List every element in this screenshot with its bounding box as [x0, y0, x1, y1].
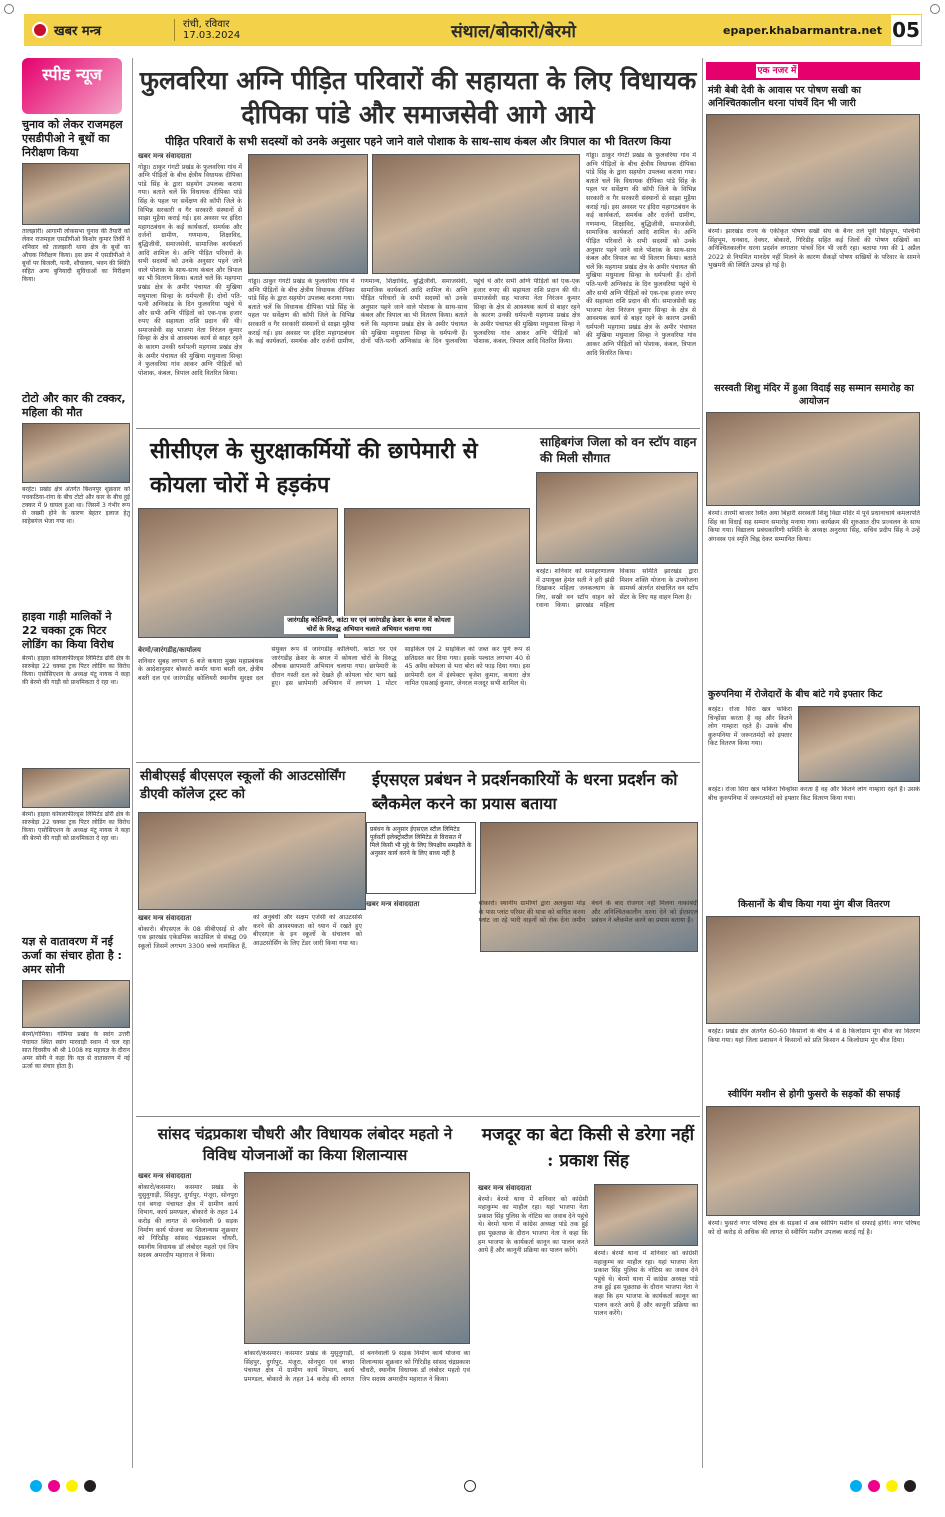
sahibganj-article — [536, 568, 698, 758]
isl-article-text: बोकारो। स्थानीय ग्रामीणों द्वारा अलकुसा मोड़ के पास प्लांट परिसर की यात्रा को बाधित करना प्लांट जा रहे भारी वाहनों को रोक देना जमीन बेचने के बाद रोजगार नहीं मिलना नाकाबंदी और अनिश्चितकालीन धरना देने को ईएसएल प्रबंधन ने ब्लैकमेल करने का प्रयास बताया है। — [478, 900, 698, 925]
column-divider — [702, 58, 703, 1468]
isl-article — [366, 900, 698, 1112]
mp-article-text: बोकारो/कसमार। कसमार प्रखंड के मुसुनुगाड़ी, सिंहपुर, दुर्गापुर, मंजूरा, सोनपुरा एवं बगदा पंचायत क्षेत्र में ग्रामीण कार्य विभाग, कार्य प्रमण्डल, बोकारो के तहत 14 करोड़ की लागत से बननेवाली 9 सड़क निर्माण कार्य योजना का शिलान्यास शुक्रवार को गिरिडीह सांसद चंद्रप्रकाश चौधरी, स्थानीय विधायक डॉ लंबोदर महतो एवं जिप सदस्य अमरदीप महाराज ने किया। — [138, 1183, 238, 1260]
dateline — [174, 19, 304, 41]
cyan-swatch — [30, 1480, 42, 1492]
ccl-headline: सीसीएल के सुरक्षाकर्मियों की छापेमारी से कोयला चोरों मे हड़कंप — [150, 438, 478, 498]
registration-mark-icon — [930, 4, 940, 14]
main-article-col-3 — [586, 152, 696, 424]
yellow-swatch — [66, 1480, 78, 1492]
iftar-kit-photo — [798, 706, 920, 782]
left-item-text: तालझारी। आगामी लोकसभा चुनाव की तैयारी को लेकर राजमहल एसडीपीओ किशोर कुमार तिर्की ने शनिवार को तालझारी थाना क्षेत्र के बूथों का औचक निरीक्षण किया। इस क्रम में एसडीपीओ ने बूथों पर बिजली, पानी, शौचालय, भवन की स्थिति सहित अन्य बुनियादी सुविधाओं का निरीक्षण किया। — [22, 228, 130, 283]
main-article-text: गोड्डा। ठाकुर गंगटी प्रखंड के फुलवरिया गांव में अग्नि पीड़ितों के बीच क्षेत्रीय विधायक दीपिका पांडे सिंह के द्वारा सहयोग उपलब्ध कराया गया। बताते चलें कि विधायक दीपिका पांडे सिंह के पहल पर सर्वेक्षण की कॉपी जिले के विभिन्न सरकारी व गैर सरकारी संस्थानों से साझा मुहैया कराई गई। इस अवसर पर इंदिरा महागठबंधन के कई कार्यकर्ता, समर्थक और दर्जनों ग्रामीण, गणमान्य, शिक्षाविद, बुद्धिजीवी, समाजसेवी, सामाजिक कार्यकर्ता आदि शामिल थे। अग्नि पीड़ित परिवारों के सभी सदस्यों को उनके अनुसार पहने जाने वाले पोशाक के साथ-साथ कंबल और त्रिपाल का भी वितरण किया। बताते चलें कि महगामा प्रखंड क्षेत्र के अमीर पंचायत की मुखिया मधुमाला सिन्हा के धर्मपत्नी हैं। दोनों पति-पत्नी अग्निकांड के दिन फुलवरिया पहुंचे थे और सभी अग्नि पीड़ितों को एक-एक हजार रुपए की सहायता राशि प्रदान की थी। समाजसेवी सह भाजपा नेता निरंजन कुमार सिन्हा के क्षेत्र से आवश्यक कार्य से बाहर रहने के कारण उनकी धर्मपत्नी महगामा प्रखंड क्षेत्र के अमीर पंचायत की मुखिया मधुमाला सिन्हा ने फुलवरिया गांव आकर अग्नि पीड़ितों को पोशाक, कंबल, त्रिपाल आदि वितरित किया। — [248, 278, 580, 346]
foundation-stone-photo — [244, 1172, 470, 1344]
cyan-swatch — [850, 1480, 862, 1492]
dharna-photo — [706, 114, 920, 224]
byline: खबर मन्त्र संवाददाता — [138, 152, 192, 160]
news-photo — [22, 980, 130, 1028]
magenta-swatch — [868, 1480, 880, 1492]
shishu-article: बेरमो। तारमी बाजार स्थित अया बिहारी सरस्वती शिशु विद्या मंदिर में पूर्व प्रधानाचार्य कमलापति सिंह का विदाई सह सम्मान समारोह मनाया गया। कार्यक्रम की शुरुआत दीप प्रज्वलन के साथ किया गया। विद्यालय प्रबंधकारिणी समिति के अध्यक्ष अनुराधा सिंह, सचिव प्रदीप सिंह ने उन्हें अंगवस्त्र एवं स्मृति चिह्न देकर सम्मानित किया। — [708, 510, 920, 543]
nazar-headline: मंत्री बेबी देवी के आवास पर पोषण सखी का अनिश्चितकालीन धरना पांचवें दिन भी जारी — [708, 85, 862, 109]
brand-logo-icon — [32, 22, 48, 38]
registration-mark-icon — [464, 1480, 476, 1492]
kurupaniya-article: बरहेट। रोजा सिरा खत्र फकिरा चिन्होंसा करता है वह और कितने लोग गाम्हारा रहते हैं। उसके बीच कुरुपनिया में जरूरतमंदों को इफ्तार किट वितरण किया गया। — [708, 706, 792, 748]
news-photo — [22, 163, 130, 225]
sweeping-headline: स्वीपिंग मशीन से होगी फुसरो के सड़कों की सफाई — [728, 1089, 900, 1100]
nazar-article: बेरमो। झारखंड राज्य के एकीकृत पोषण सखी संघ के बैनर तले पूर्वी सिंहभूम, पश्चिमी सिंहभूम, धनबाद, देवघर, बोकारो, गिरिडीह सहित कई जिलों की पोषण सखियों का अनिश्चितकालीन धरना प्रदर्शन लगातार पांचवें दिन भी जारी रहा। बताया गया की 1 अप्रैल 2022 से नियमित मानदेय नहीं मिलने के कारण सैकड़ों पोषण सखियों के परिवार के सामने भुखमरी की स्थिति उत्पन्न हो गई है। — [708, 228, 920, 270]
left-item-text: बरहेट। प्रखंड क्षेत्र अंतर्गत बिशनपुर शुक्रवार को पचकठिया-रांगा के बीच टोटो और कार के बीच हुई टक्कर में 9 घायल हुआ था। जिसमें 3 गंभीर रूप से जख्मी होने के कारण बेहतर इलाज हेतु साहेबगंज भेजा गया था। — [22, 486, 130, 525]
majdoor-article-text: बेरमो। बेरमो थाना में शनिवार को कांग्रेसी महाकुम्भ का माहौल रहा। यहां भाजपा नेता प्रकाश सिंह पुलिस के नोटिस का जवाब देने पहुंचे थे। बेरमो थाना में कांग्रेस अध्यक्ष पांडे तक हुई इस पूछताछ के दौरान भाजपा नेता ने कहा कि हम भाजपा के कार्यकर्ता कानून का पालन करते आये हैं और कानूनी प्रक्रिया का पालन करेंगे। — [594, 1250, 698, 1318]
issue-date: 17.03.2024 — [183, 30, 241, 41]
brand — [24, 21, 174, 39]
section-title: संथाल/बोकारो/बेरमो — [451, 21, 576, 42]
sahibganj-article-text: बरहेट। शनिवार को समाहरणालय में उपायुक्त हेमंत सती ने हरी झंडी दिखाकर महिला जनकल्याण के लिए, सखी वन स्टॉप वाहन को रवाना किया। झारखंड महिला विकास समिति झारखंड द्वारा मिशन शक्ति योजना के उपयोजना सामर्थ्य अंतर्गत संचालित वन स्टॉप सेंटर के लिए यह वाहन मिला है। — [536, 568, 698, 610]
brand-name: खबर मन्त्र — [54, 24, 102, 39]
byline: खबर मन्त्र संवाददाता — [478, 1184, 532, 1192]
kisan-article: बरहेट। प्रखंड क्षेत्र अंतर्गत 60-60 किसानों के बीच 4 से 8 किलोग्राम मूंग बीज का वितरण किया गया। यहां जिला प्रशासन ने किसानों को प्रति किसान 4 किलोग्राम मूंग बीज दिया। — [708, 1028, 920, 1044]
left-item-text: बेरमो। हाइवा कोयलाफील्ड्स लिमिटेड ढोरी क्षेत्र के सारुबेड़ा 22 चक्का ट्रक पिटर लोडिंग का विरोध किया। एसोसिएशन के अध्यक्ष मंटू नायक ने कहा की बेरमो की गाड़ी को प्राथमिकता दे रहा था। — [22, 811, 130, 842]
isl-headline: ईएसएल प्रबंधन ने प्रदर्शनकारियों के धरना प्रदर्शन को ब्लैकमेल करने का प्रयास बताया — [372, 770, 678, 813]
news-photo — [22, 768, 130, 808]
left-item-title: हाइवा गाड़ी मालिकों ने 22 चक्का ट्रक पिटर लोडिंग का किया विरोध — [22, 610, 114, 651]
byline: खबर मन्त्र संवाददाता — [138, 1172, 192, 1180]
school-building-photo — [138, 812, 366, 910]
left-item-text: बेरमो। हाइवा कोयलाफील्ड्स लिमिटेड ढोरी क्षेत्र के सारुबेड़ा 22 चक्का ट्रक पिटर लोडिंग का विरोध किया। एसोसिएशन के अध्यक्ष मंटू नायक ने कहा की बेरमो की गाड़ी को प्राथमिकता दे रहा था। — [22, 655, 130, 686]
sweeping-article: बेरमो। फुसरो नगर परिषद क्षेत्र के सड़कों में अब स्वीपिंग मशीन से सफाई होगी। नगर परिषद को दो करोड़ से अधिक की लागत से स्वीपिंग मशीन उपलब्ध कराई गई है। — [708, 1220, 920, 1236]
section-divider — [136, 428, 700, 429]
ek-nazar-label: एक नजर में — [757, 66, 797, 76]
main-article-text: गोड्डा। ठाकुर गंगटी प्रखंड के फुलवरिया गांव में अग्नि पीड़ितों के बीच क्षेत्रीय विधायक दीपिका पांडे सिंह के द्वारा सहयोग उपलब्ध कराया गया। बताते चलें कि विधायक दीपिका पांडे सिंह के पहल पर सर्वेक्षण की कॉपी जिले के विभिन्न सरकारी व गैर सरकारी संस्थानों से साझा मुहैया कराई गई। इस अवसर पर इंदिरा महागठबंधन के कई कार्यकर्ता, समर्थक और दर्जनों ग्रामीण, गणमान्य, शिक्षाविद, बुद्धिजीवी, समाजसेवी, सामाजिक कार्यकर्ता आदि शामिल थे। अग्नि पीड़ित परिवारों के सभी सदस्यों को उनके अनुसार पहने जाने वाले पोशाक के साथ-साथ कंबल और त्रिपाल का भी वितरण किया। बताते चलें कि महगामा प्रखंड क्षेत्र के अमीर पंचायत की मुखिया मधुमाला सिन्हा के धर्मपत्नी हैं। दोनों पति-पत्नी अग्निकांड के दिन फुलवरिया पहुंचे थे और सभी अग्नि पीड़ितों को एक-एक हजार रुपए की सहायता राशि प्रदान की थी। समाजसेवी सह भाजपा नेता निरंजन कुमार सिन्हा के क्षेत्र से आवश्यक कार्य से बाहर रहने के कारण उनकी धर्मपत्नी महगामा प्रखंड क्षेत्र के अमीर पंचायत की मुखिया मधुमाला सिन्हा ने फुलवरिया गांव आकर अग्नि पीड़ितों को पोशाक, कंबल, त्रिपाल आदि वितरित किया। — [586, 152, 696, 357]
main-article-col-1 — [138, 152, 242, 424]
van-launch-photo — [536, 472, 698, 564]
masthead-bar — [24, 14, 922, 46]
majdoor-article — [478, 1184, 588, 1462]
majdoor-headline: मजदूर का बेटा किसी से डरेगा नहीं : प्रकाश सिंह — [481, 1125, 695, 1171]
seed-distribution-photo — [706, 916, 920, 1024]
black-swatch — [84, 1480, 96, 1492]
color-registration-strip — [20, 1476, 924, 1496]
speed-news-logo: स्पीड न्यूज — [22, 58, 122, 114]
ek-nazar-banner — [706, 62, 920, 80]
main-article-text: गोड्डा। ठाकुर गंगटी प्रखंड के फुलवरिया गांव में अग्नि पीड़ितों के बीच क्षेत्रीय विधायक दीपिका पांडे सिंह के द्वारा सहयोग उपलब्ध कराया गया। बताते चलें कि विधायक दीपिका पांडे सिंह के पहल पर सर्वेक्षण की कॉपी जिले के विभिन्न सरकारी व गैर सरकारी संस्थानों से साझा मुहैया कराई गई। इस अवसर पर इंदिरा महागठबंधन के कई कार्यकर्ता, समर्थक और दर्जनों ग्रामीण, गणमान्य, शिक्षाविद, बुद्धिजीवी, समाजसेवी, सामाजिक कार्यकर्ता आदि शामिल थे। अग्नि पीड़ित परिवारों के सभी सदस्यों को उनके अनुसार पहने जाने वाले पोशाक के साथ-साथ कंबल और त्रिपाल का भी वितरण किया। बताते चलें कि महगामा प्रखंड क्षेत्र के अमीर पंचायत की मुखिया मधुमाला सिन्हा के धर्मपत्नी हैं। दोनों पति-पत्नी अग्निकांड के दिन फुलवरिया पहुंचे थे और सभी अग्नि पीड़ितों को एक-एक हजार रुपए की सहायता राशि प्रदान की थी। समाजसेवी सह भाजपा नेता निरंजन कुमार सिन्हा के क्षेत्र से आवश्यक कार्य से बाहर रहने के कारण उनकी धर्मपत्नी महगामा प्रखंड क्षेत्र के अमीर पंचायत की मुखिया मधुमाला सिन्हा ने फुलवरिया गांव आकर अग्नि पीड़ितों को पोशाक, कंबल, त्रिपाल आदि वितरित किया। — [138, 163, 242, 377]
mp-article-col-2 — [244, 1350, 470, 1462]
registration-mark-icon — [4, 4, 14, 14]
left-item-title: टोटो और कार की टक्कर, महिला की मौत — [22, 392, 126, 419]
mp-article-text: बोकारो/कसमार। कसमार प्रखंड के मुसुनुगाड़ी, सिंहपुर, दुर्गापुर, मंजूरा, सोनपुरा एवं बगदा पंचायत क्षेत्र में ग्रामीण कार्य विभाग, कार्य प्रमण्डल, बोकारो के तहत 14 करोड़ की लागत से बननेवाली 9 सड़क निर्माण कार्य योजना का शिलान्यास शुक्रवार को गिरिडीह सांसद चंद्रप्रकाश चौधरी, स्थानीय विधायक डॉ लंबोदर महतो एवं जिप सदस्य अमरदीप महाराज ने किया। — [244, 1350, 470, 1383]
byline: खबर मन्त्र संवाददाता — [138, 914, 192, 922]
mp-headline: सांसद चंद्रप्रकाश चौधरी और विधायक लंबोदर महतो ने विविध योजनाओं का किया शिलान्यास — [157, 1125, 453, 1164]
fire-victims-photo-2 — [372, 154, 580, 274]
majdoor-article-col-2 — [594, 1250, 698, 1462]
ccl-article-text: शनिवार सुबह लगभग 6 बजे कथारा मुख्य महाप्रबंधक के आदेशानुसार बोकारो कर्मार थाना बस्ती दल, क्षेत्रीय बस्ती दल एवं जारंगडीह कोलियरी स्थानीय सुरक्षा दल संयुक्त रूप से जारंगडीह कोलियरी, कांटा घर एवं जारंगडीह क्रेशर के बगल में कोयला चोरों के विरुद्ध औचक छापामारी अभियान चलाया गया। छापेमारी के दौरान गस्ती दल को देखते ही कोयला चोर भाग खड़े हुए। इस छापेमारी अभियान में लगभग 1 मोटर साइकिल एवं 2 साइकिल को जब्त कर पूर्ण रूप से छतिग्रस्त कर दिया गया। इसके पश्चात लगभग 40 से 45 अवैध कोयला से भरा बोरा को फाड़ दिया गया। इस छापेमारी दल में इंस्पेक्टर बृजेश कुमार, कथारा क्षेत्र नामित एसआई कुमार, जेनरल मजदूर सभी शामिल थे। — [138, 646, 530, 688]
magenta-swatch — [48, 1480, 60, 1492]
section-divider — [136, 1116, 700, 1117]
isl-pull-quote: प्रबंधन के अनुसार ईएसएल स्टील लिमिटेड पूर्ववर्ती इलेक्ट्रोस्टील लिमिटेड से विरासत में मिले किसी भी मुद्दे के लिए त्रिपक्षीय समझौते के अनुसार कार्य करने के लिए बाध्य नहीं है — [366, 822, 476, 894]
sweeping-machine-photo — [706, 1106, 920, 1216]
fire-victims-photo-1 — [248, 154, 368, 274]
page-number: 05 — [890, 14, 922, 46]
left-item-title: यज्ञ से वातावरण में नई ऊर्जा का संचार होता है : अमर सोनी — [22, 935, 122, 976]
cbse-article-text: बोकारो। बीएसएल के 08 सीबीएसई से और एक झारखंड एकेडमिक काउंसिल से संबद्ध 09 स्कूलों जिसमें लगभग 3300 बच्चे नामांकित हैं, को अनुबंधी और सक्षम एजेंसी को आउटसोर्स करने की आवश्यकता को ध्यान में रखते हुए बीएसएल के इन स्कूलों के संचालन को आउटसोर्सिंग के लिए टेंडर जारी किया गया था। — [138, 914, 362, 950]
byline: खबर मन्त्र संवाददाता — [366, 900, 420, 908]
left-item-text: बेरमो/गोमिया। गोमिया प्रखंड के स्वांग उत्तरी पंचायत स्थित स्वांग मारवाड़ी स्थान में चल रहा सात दिवसीय श्री श्री 1008 रुद्र महायज्ञ के दौरान अमर सोनी ने कहा कि यज्ञ से वातावरण में नई ऊर्जा का संचार होता है। — [22, 1031, 130, 1070]
sahibganj-headline: साहिबगंज जिला को वन स्टॉप वाहन की मिली सौगात — [540, 435, 697, 465]
city-day: रांची, रविवार — [183, 19, 230, 30]
main-subheadline: पीड़ित परिवारों के सभी सदस्यों को उनके अनुसार पहने जाने वाले पोशाक के साथ-साथ कंबल और त्रिपाल का भी वितरण किया — [136, 134, 700, 149]
majdoor-article-text: बेरमो। बेरमो थाना में शनिवार को कांग्रेसी महाकुम्भ का माहौल रहा। यहां भाजपा नेता प्रकाश सिंह पुलिस के नोटिस का जवाब देने पहुंचे थे। बेरमो थाना में कांग्रेस अध्यक्ष पांडे तक हुई इस पूछताछ के दौरान भाजपा नेता ने कहा कि हम भाजपा के कार्यकर्ता कानून का पालन करते आये हैं और कानूनी प्रक्रिया का पालन करेंगे। — [478, 1195, 588, 1255]
black-swatch — [904, 1480, 916, 1492]
epaper-link[interactable]: epaper.khabarmantra.net — [723, 23, 882, 37]
news-photo — [22, 423, 130, 483]
main-headline: फुलवरिया अग्नि पीड़ित परिवारों की सहायता के लिए विधायक दीपिका पांडे और समाजसेवी आगे आये — [139, 66, 697, 129]
farewell-photo — [706, 412, 920, 506]
section-divider — [136, 762, 700, 763]
kurupaniya-headline: कुरुपनिया में रोजेदारों के बीच बांटे गये इफ्तार किट — [708, 689, 883, 700]
byline: बेरमो/जारंगडीह/कार्यालय — [138, 646, 201, 654]
yellow-swatch — [886, 1480, 898, 1492]
kisan-headline: किसानों के बीच किया गया मुंग बीज वितरण — [738, 899, 890, 910]
main-article-col-2 — [248, 278, 580, 426]
column-divider — [132, 58, 133, 1468]
prakash-singh-photo — [594, 1184, 698, 1246]
speed-news-column — [22, 58, 130, 1466]
ccl-article — [138, 646, 530, 758]
kurupaniya-article-cont: बरहेट। रोजा सिरा खत्र फकिरा चिन्होंसा करता है वह और कितने लोग गाम्हारा रहते हैं। उसके बीच कुरुपनिया में जरूरतमंदों को इफ्तार किट वितरण किया गया। — [708, 786, 920, 802]
cbse-article — [138, 914, 362, 1112]
shishu-headline: सरस्वती शिशु मंदिर में हुआ विदाई सह सम्मान समारोह का आयोजन — [714, 383, 914, 407]
mp-article-col-1 — [138, 1172, 238, 1462]
ccl-photo-caption: जारंगडीह कोलियरी, कांटा घर एवं जारंगडीह क्रेशर के बगल में कोयला चोरों के विरुद्ध अभियान चलाते अभियान चलाया गया — [284, 616, 454, 634]
cbse-headline: सीबीएसई बीएसएल स्कूलों की आउटसोर्सिंग डीएवी कॉलेज ट्रस्ट को — [140, 769, 346, 802]
left-item-title: चुनाव को लेकर राजमहल एसडीपीओ ने बूथों का निरीक्षण किया — [22, 118, 123, 159]
